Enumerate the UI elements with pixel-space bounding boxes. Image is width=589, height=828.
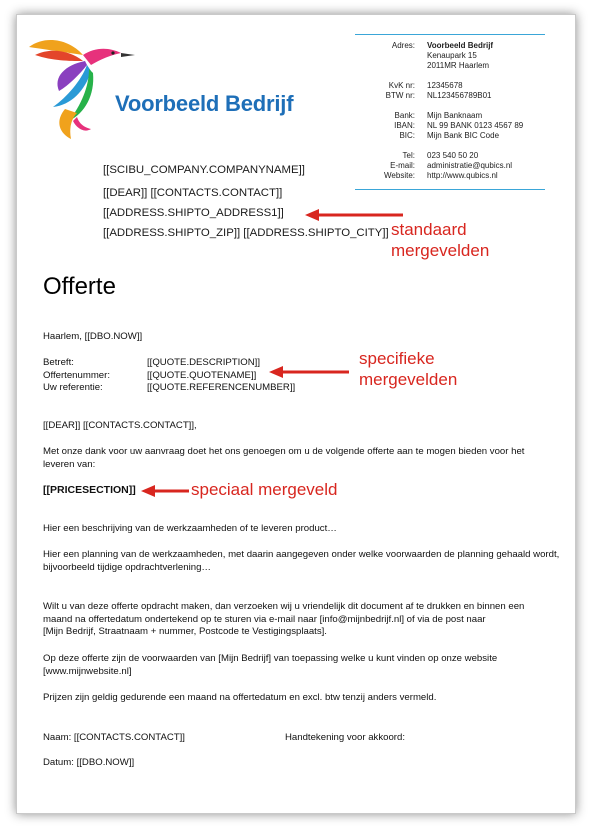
info-row-bic: BIC: Mijn Bank BIC Code bbox=[399, 131, 500, 140]
validity-paragraph: Prijzen zijn geldig gedurende een maand na offertedatum en excl. btw tenzij anders vermeld. bbox=[43, 692, 437, 703]
intro-paragraph: Met onze dank voor uw aanvraag doet het ons genoegen om u de volgende offerte aan te mogen bieden voor het leveren van: bbox=[43, 446, 525, 470]
description-paragraph: Hier een beschrijving van de werkzaamheden of te leveren product… bbox=[43, 523, 337, 534]
quote-meta bbox=[43, 357, 295, 395]
hummingbird-logo-icon bbox=[25, 25, 137, 143]
info-row-address: Adres: Voorbeeld Bedrijf Kenaupark 15 2011MR Haarlem bbox=[391, 41, 494, 70]
meta-row-subject: Betreft: [[QUOTE.DESCRIPTION]] bbox=[43, 357, 261, 368]
company-brand-name: Voorbeeld Bedrijf bbox=[115, 91, 294, 116]
info-bottom-rule bbox=[355, 189, 545, 190]
order-paragraph: Wilt u van deze offerte opdracht maken, dan verzoeken wij u vriendelijk dit document af te drukken en binnen een maand na offertedatum ondertekend op te sturen via e-mail naar [info@mijnbedrijf.nl] of via de post naar [Mijn Bedrijf, Straatnaam + nummer, Postcode te Vestigingsplaats]. bbox=[43, 601, 525, 637]
date-field: Datum: [[DBO.NOW]] bbox=[43, 757, 135, 768]
meta-row-reference: Uw referentie: [[QUOTE.REFERENCENUMBER]] bbox=[43, 382, 296, 393]
signature-field: Handtekening voor akkoord: bbox=[285, 732, 405, 743]
info-row-iban: IBAN: NL 99 BANK 0123 4567 89 bbox=[394, 121, 524, 130]
merge-dear-contact: [[DEAR]] [[CONTACTS.CONTACT]] bbox=[103, 187, 283, 199]
arrow-standard-icon bbox=[305, 208, 405, 222]
annotation-standard: standaard mergevelden bbox=[391, 220, 490, 260]
merge-shipto-address: [[ADDRESS.SHIPTO_ADDRESS1]] bbox=[103, 207, 284, 219]
meta-row-quotenumber: Offertenummer: [[QUOTE.QUOTENAME]] bbox=[43, 369, 257, 381]
company-info bbox=[355, 41, 555, 181]
terms-paragraph: Op deze offerte zijn de voorwaarden van [Mijn Bedrijf] van toepassing welke u kunt vinden op onze website [www.mijnwebsite.nl] bbox=[43, 653, 498, 677]
annotation-special: speciaal mergeveld bbox=[191, 480, 338, 499]
arrow-special-icon bbox=[141, 484, 191, 498]
planning-paragraph: Hier een planning van de werkzaamheden, met daarin aangegeven onder welke voorwaarden de planning gehaald wordt, bijvoorbeeld tijdige opdrachtverlening… bbox=[43, 549, 560, 573]
arrow-specific-icon bbox=[269, 365, 351, 379]
info-top-rule bbox=[355, 34, 545, 35]
price-section: [[PRICESECTION]] bbox=[43, 484, 136, 496]
annotation-specific: specifieke mergevelden bbox=[359, 349, 458, 389]
info-row-kvk: KvK nr: 12345678 bbox=[388, 81, 463, 90]
merge-company-name: [[SCIBU_COMPANY.COMPANYNAME]] bbox=[103, 164, 305, 176]
salutation: [[DEAR]] [[CONTACTS.CONTACT]], bbox=[43, 420, 197, 431]
info-row-email: E-mail: administratie@qubics.nl bbox=[390, 161, 513, 170]
page-title: Offerte bbox=[43, 273, 116, 300]
name-field: Naam: [[CONTACTS.CONTACT]] bbox=[43, 732, 185, 743]
info-row-tel: Tel: 023 540 50 20 bbox=[402, 151, 479, 160]
merge-shipto-zip-city: [[ADDRESS.SHIPTO_ZIP]] [[ADDRESS.SHIPTO_CITY]] bbox=[103, 227, 389, 239]
document-page bbox=[16, 14, 576, 814]
info-row-btw: BTW nr: NL123456789B01 bbox=[385, 91, 492, 100]
info-row-bank: Bank: Mijn Banknaam bbox=[394, 111, 483, 120]
place-date: Haarlem, [[DBO.NOW]] bbox=[43, 331, 143, 342]
info-row-website: Website: http://www.qubics.nl bbox=[384, 171, 498, 180]
